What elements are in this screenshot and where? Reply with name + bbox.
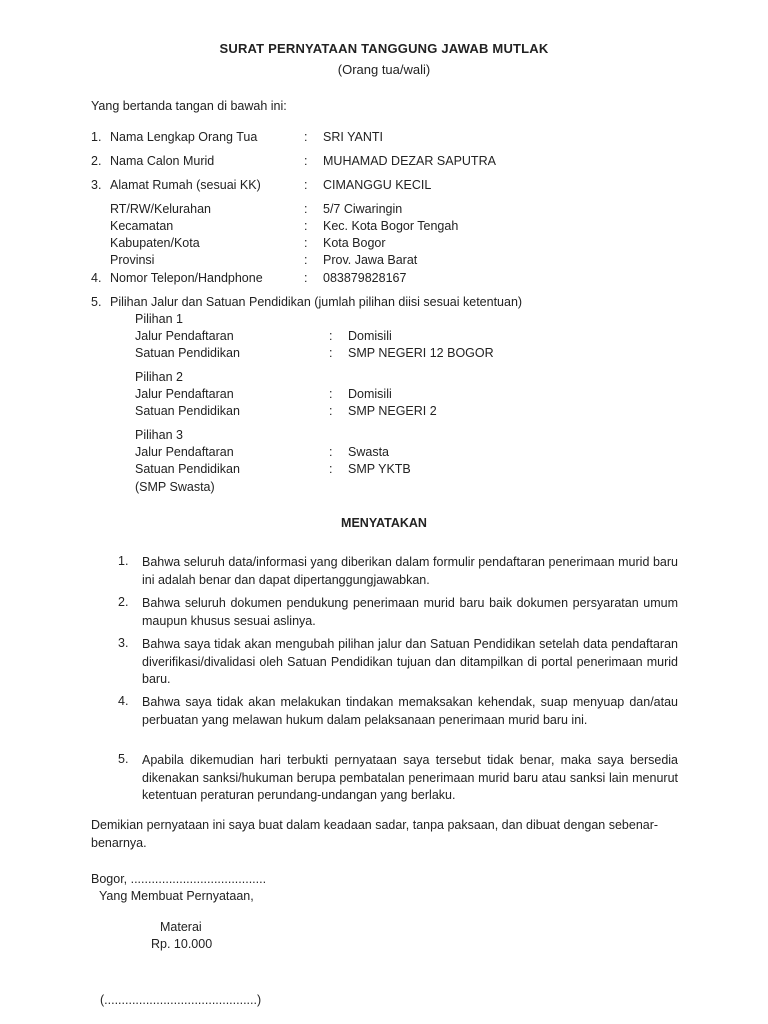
colon: : xyxy=(304,154,308,168)
choice-title: Pilihan 2 xyxy=(135,370,183,384)
identity-value: SRI YANTI xyxy=(323,130,383,144)
statement-number: 1. xyxy=(118,554,129,568)
choice-jalur-label: Jalur Pendaftaran xyxy=(135,445,234,459)
statement-number: 2. xyxy=(118,595,129,609)
identity-value: MUHAMAD DEZAR SAPUTRA xyxy=(323,154,496,168)
choice-jalur-value: Swasta xyxy=(348,445,389,459)
colon: : xyxy=(329,346,333,360)
statement-number: 3. xyxy=(118,636,129,650)
statement-text: Apabila dikemudian hari terbukti pernyataan saya tersebut tidak benar, maka saya bersedia dikenakan sanksi/hukuman berupa pembatalan penerimaan murid baru atau sanksi lain menurut ketentuan peraturan perundang-undangan yang berlaku. xyxy=(142,753,678,802)
address-label: Kabupaten/Kota xyxy=(110,236,200,250)
colon: : xyxy=(329,404,333,418)
signature-line: (............................................) xyxy=(100,993,262,1007)
phone-value: 083879828167 xyxy=(323,271,407,285)
statement-text: Bahwa seluruh dokumen pendukung penerimaan murid baru baik dokumen persyaratan umum maupun khusus sesuai aslinya. xyxy=(142,596,678,628)
stamp-amount: Rp. 10.000 xyxy=(151,937,213,951)
statement-number: 4. xyxy=(118,694,129,708)
choice-note: (SMP Swasta) xyxy=(135,480,215,494)
choice-title: Pilihan 3 xyxy=(135,428,183,442)
address-value: Kota Bogor xyxy=(323,236,386,250)
statement-text: Bahwa saya tidak akan melakukan tindakan memaksakan kehendak, suap menyuap dan/atau perbuatan yang melawan hukum dalam pelaksanaan penerimaan murid baru ini. xyxy=(142,695,678,727)
address-label: RT/RW/Kelurahan xyxy=(110,202,211,216)
choice-satuan-label: Satuan Pendidikan xyxy=(135,404,240,418)
address-value: Prov. Jawa Barat xyxy=(323,253,418,267)
colon: : xyxy=(304,236,308,250)
choice-jalur-label: Jalur Pendaftaran xyxy=(135,329,234,343)
stamp-label: Materai xyxy=(160,920,202,934)
colon: : xyxy=(304,219,308,233)
identity-value: CIMANGGU KECIL xyxy=(323,178,432,192)
intro-text: Yang bertanda tangan di bawah ini: xyxy=(91,99,287,113)
choice-satuan-value: SMP NEGERI 2 xyxy=(348,404,437,418)
declares-heading: MENYATAKAN xyxy=(341,516,427,530)
address-value: Kec. Kota Bogor Tengah xyxy=(323,219,459,233)
choice-satuan-label: Satuan Pendidikan xyxy=(135,346,240,360)
colon: : xyxy=(304,271,308,285)
colon: : xyxy=(329,329,333,343)
choice-jalur-value: Domisili xyxy=(348,387,392,401)
colon: : xyxy=(329,462,333,476)
place-date: Bogor, ....................................... xyxy=(91,872,267,886)
identity-label: Nama Calon Murid xyxy=(110,154,215,168)
choices-number: 5. xyxy=(91,295,102,309)
choice-satuan-value: SMP YKTB xyxy=(348,462,411,476)
choice-title: Pilihan 1 xyxy=(135,312,183,326)
choices-intro: Pilihan Jalur dan Satuan Pendidikan (jumlah pilihan diisi sesuai ketentuan) xyxy=(110,295,523,309)
phone-label: Nomor Telepon/Handphone xyxy=(110,271,263,285)
identity-number: 2. xyxy=(91,154,102,168)
signer-label: Yang Membuat Pernyataan, xyxy=(99,889,254,903)
identity-number: 1. xyxy=(91,130,102,144)
colon: : xyxy=(304,178,308,192)
identity-label: Alamat Rumah (sesuai KK) xyxy=(110,178,261,192)
document-subtitle: (Orang tua/wali) xyxy=(337,62,431,77)
choice-satuan-value: SMP NEGERI 12 BOGOR xyxy=(348,346,494,360)
statement-number: 5. xyxy=(118,752,129,766)
choice-satuan-label: Satuan Pendidikan xyxy=(135,462,240,476)
colon: : xyxy=(304,253,308,267)
address-label: Provinsi xyxy=(110,253,155,267)
document-title: SURAT PERNYATAAN TANGGUNG JAWAB MUTLAK xyxy=(219,41,549,56)
colon: : xyxy=(304,130,308,144)
phone-number-index: 4. xyxy=(91,271,102,285)
statement-text: Bahwa saya tidak akan mengubah pilihan jalur dan Satuan Pendidikan setelah data pendaftaran diverifikasi/divalidasi oleh Satuan Pendidikan tujuan dan ditampilkan di portal penerimaan murid baru. xyxy=(142,637,678,686)
statement-text: Bahwa seluruh data/informasi yang diberikan dalam formulir pendaftaran penerimaan murid baru ini adalah benar dan dapat dipertanggungjawabkan. xyxy=(142,555,678,587)
identity-label: Nama Lengkap Orang Tua xyxy=(110,130,258,144)
address-label: Kecamatan xyxy=(110,219,174,233)
address-value: 5/7 Ciwaringin xyxy=(323,202,403,216)
colon: : xyxy=(304,202,308,216)
choice-jalur-value: Domisili xyxy=(348,329,392,343)
colon: : xyxy=(329,387,333,401)
colon: : xyxy=(329,445,333,459)
identity-number: 3. xyxy=(91,178,102,192)
choice-jalur-label: Jalur Pendaftaran xyxy=(135,387,234,401)
closing-text: Demikian pernyataan ini saya buat dalam keadaan sadar, tanpa paksaan, dan dibuat dengan sebenar-benarnya. xyxy=(91,818,659,850)
